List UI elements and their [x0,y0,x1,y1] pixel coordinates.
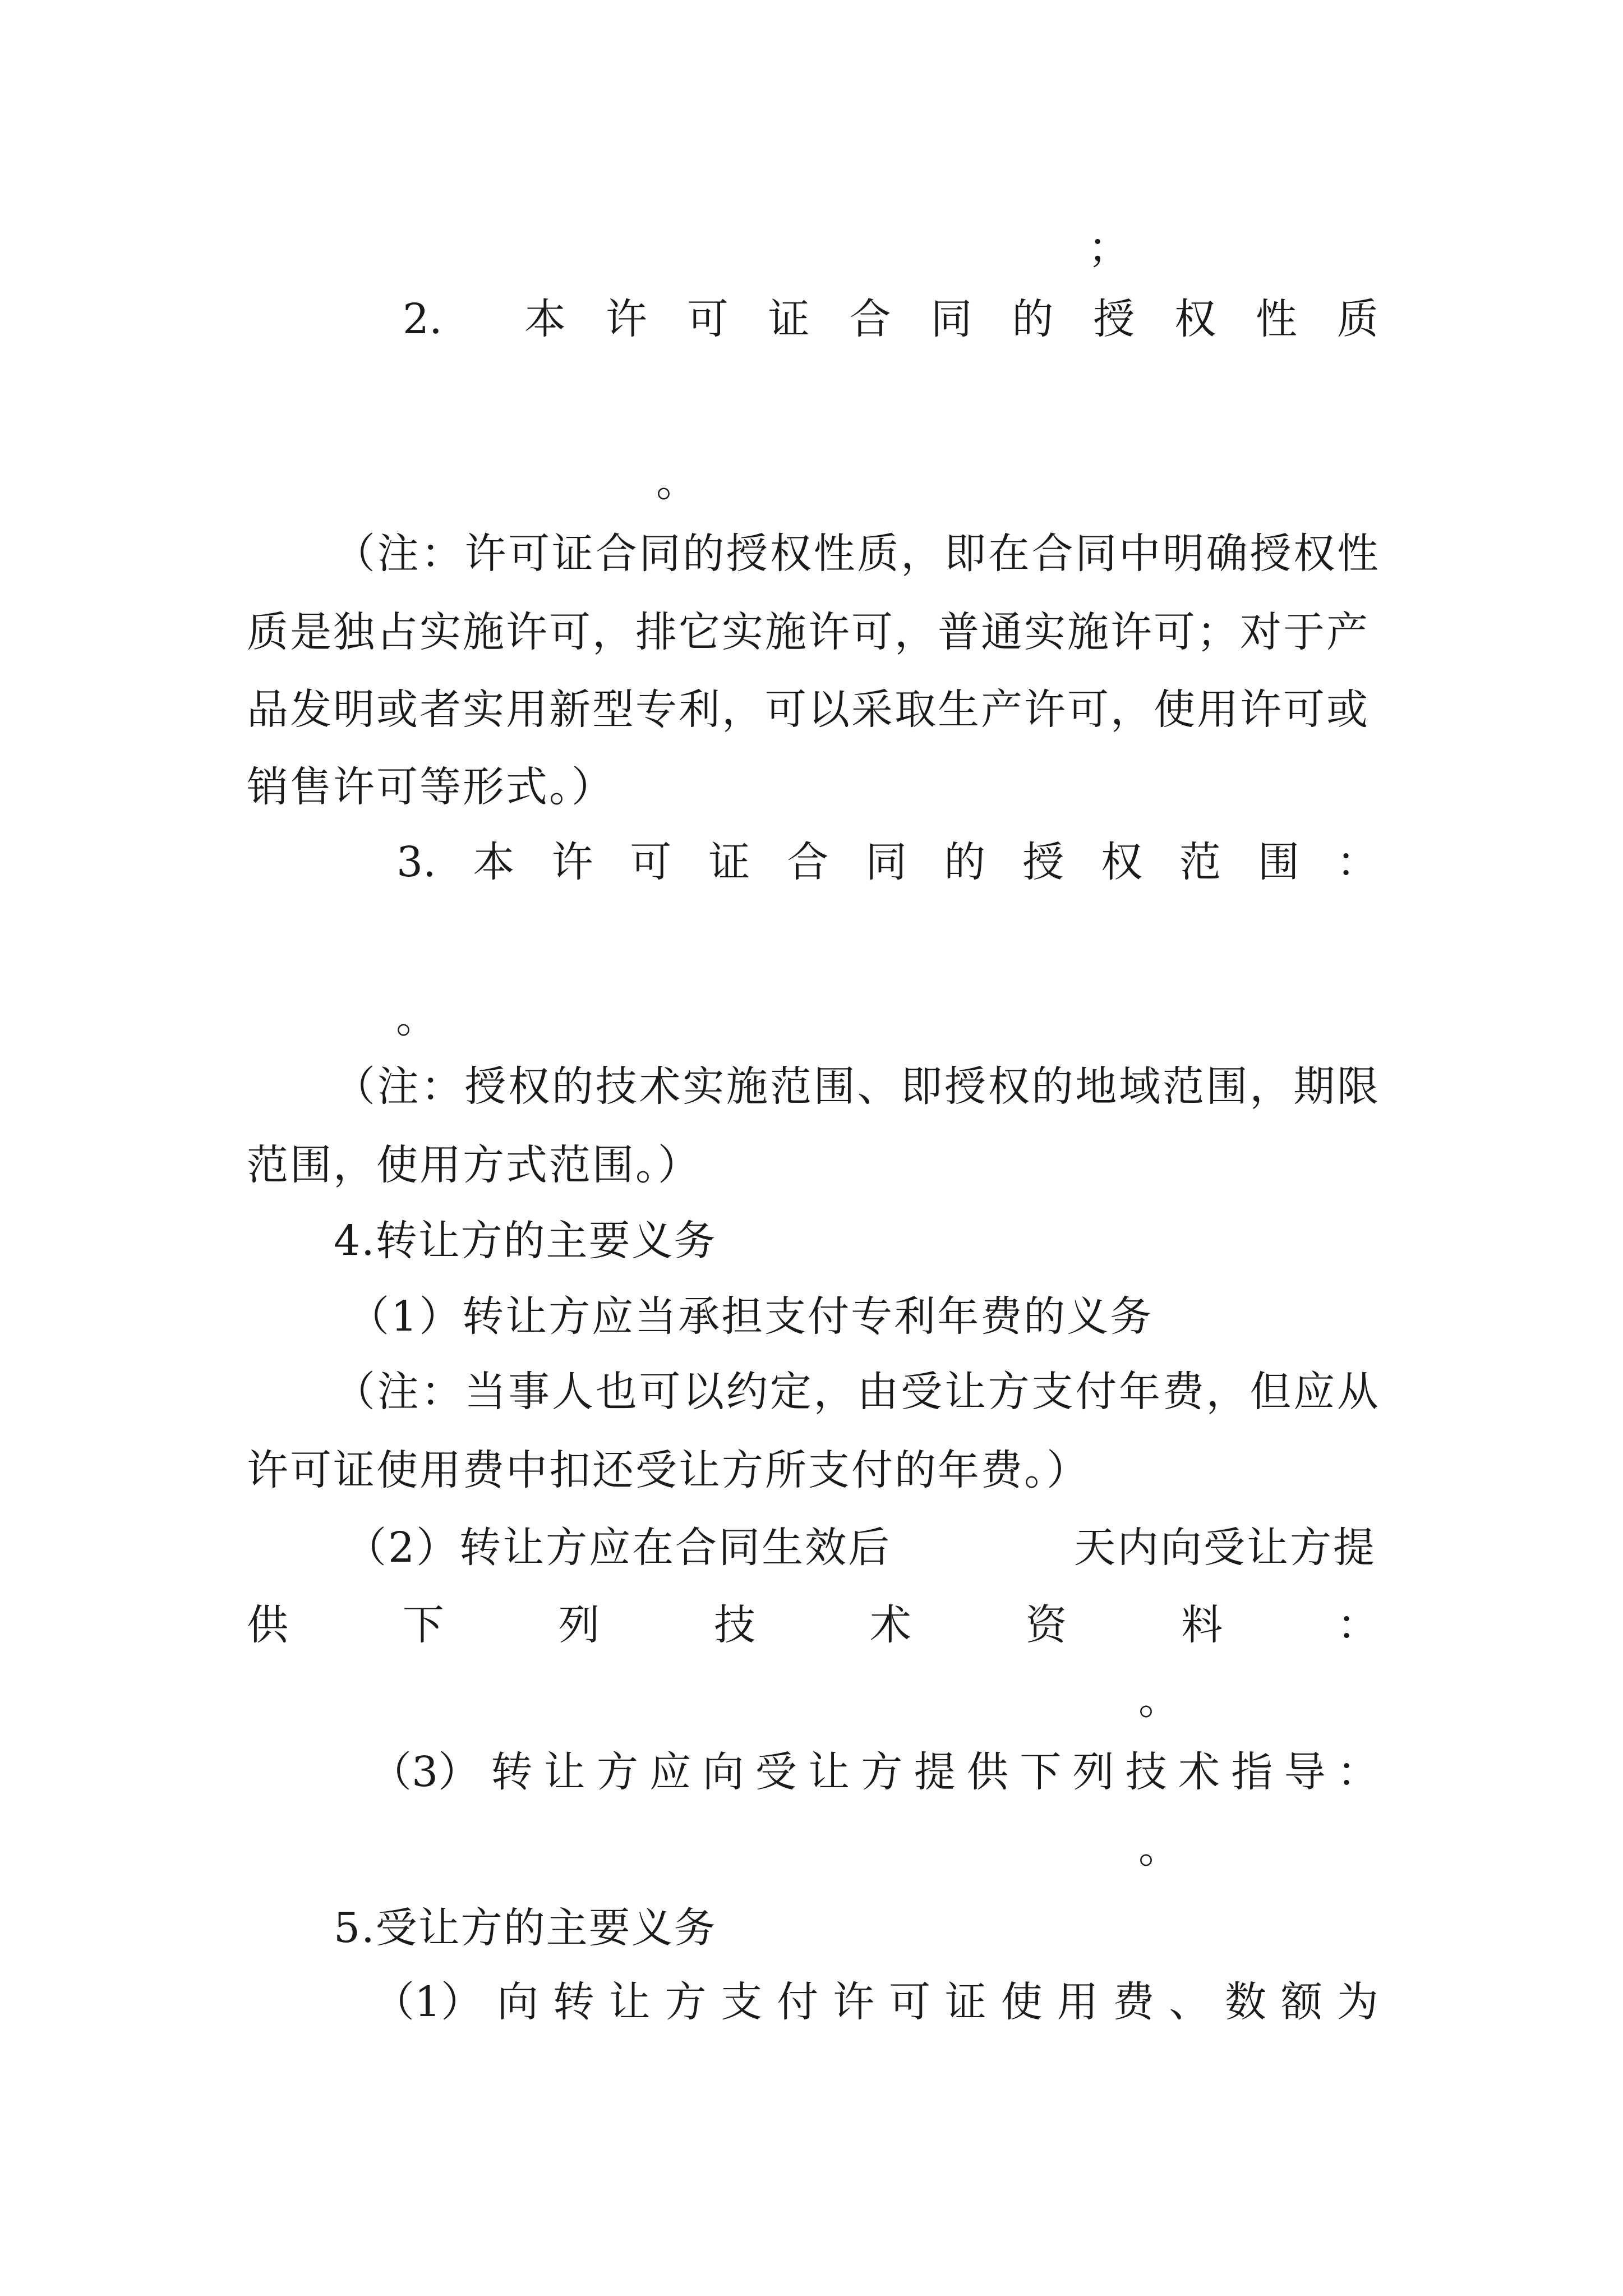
note-text: （注：授权的技术实施范围、即授权的地域范围，期限 [334,1062,1381,1111]
char: 同 [865,838,907,886]
note-1-line-2: 质是独占实施许可，排它实施许可，普通实施许可；对于产 [247,608,1370,656]
char: 列 [1072,1748,1114,1796]
char: 向 [496,1978,538,2026]
char: 同 [930,295,972,343]
char: 让 [543,1748,585,1796]
item-5-title: 5.受让方的主要义务 [334,1904,717,1952]
char: 提 [914,1748,956,1796]
char: 支 [721,1978,763,2026]
char: 供 [247,1601,288,1649]
char: 证 [708,838,750,886]
char: 授 [1022,838,1064,886]
note-text: （注：当事人也可以约定，由受让方支付年费，但应从 [334,1368,1381,1416]
char: 额 [1280,1978,1322,2026]
char: 可 [630,838,672,886]
item-3-end: 。 [396,994,437,1042]
char: 方 [861,1748,903,1796]
char: 证 [768,295,810,343]
char: 为 [1336,1978,1378,2026]
item-4-3-heading [370,1748,1378,1796]
item-3-heading [396,838,1378,886]
char: 质 [1336,295,1378,343]
blank-line-end: ； [1088,224,1129,272]
char: 合 [849,295,891,343]
char: 可 [686,295,728,343]
char: 让 [608,1978,651,2026]
note-1-line-4: 销售许可等形式。） [247,763,615,811]
char: 围 [1257,838,1299,886]
item-4-2-end: 。 [1138,1676,1180,1724]
char: 转 [552,1978,594,2026]
char: 合 [787,838,829,886]
char: 使 [1000,1978,1043,2026]
char: （3） [370,1748,480,1796]
char: 数 [1225,1978,1267,2026]
item-4-title: 4.转让方的主要义务 [334,1217,717,1265]
item-2-number: 2. [403,295,442,343]
char: 下 [1020,1748,1062,1796]
item-4-1: （1）转让方应当承担支付专利年费的义务 [348,1292,1154,1341]
char: 资 [1025,1601,1067,1649]
char: 指 [1231,1748,1273,1796]
char: 许 [605,295,647,343]
char: 许 [833,1978,875,2026]
note-1-line-3: 品发明或者实用新型专利，可以采取生产许可，使用许可或 [247,685,1370,734]
item-4-2-right: 天内向受让方提 [1074,1524,1376,1572]
item-4-2-materials-line [247,1601,1378,1649]
char: ： [1336,1748,1378,1796]
note-2-line-1 [334,1062,1381,1111]
char: ： [1336,1601,1378,1649]
char: 方 [596,1748,638,1796]
char: 供 [966,1748,1008,1796]
char: 用 [1057,1978,1099,2026]
char: 授 [1093,295,1135,343]
char: 许 [551,838,593,886]
note-3-line-1 [334,1368,1381,1416]
char: 列 [558,1601,600,1649]
char: （1） [373,1978,483,2026]
item-2-heading [524,295,1378,343]
char: 技 [714,1601,756,1649]
char: 的 [944,838,986,886]
char: 向 [702,1748,744,1796]
note-1-line-1 [334,530,1381,578]
char: 术 [1178,1748,1220,1796]
char: 本 [473,838,515,886]
char: 方 [665,1978,707,2026]
char: 让 [808,1748,850,1796]
char: 本 [524,295,566,343]
char: 下 [402,1601,444,1649]
char: 料 [1181,1601,1223,1649]
item-4-2-left: （2）转让方应在合同生效后 [345,1524,892,1572]
note-3-line-2: 许可证使用费中扣还受让方所支付的年费。） [247,1446,1090,1494]
char: 范 [1179,838,1221,886]
note-2-line-2: 范围，使用方式范围。） [247,1141,701,1189]
item-5-1-heading [373,1978,1378,2026]
char: 、 [1169,1978,1211,2026]
char: 受 [755,1748,797,1796]
char: 性 [1256,295,1298,343]
char: 技 [1125,1748,1167,1796]
char: ： [1336,838,1378,886]
char: 3. [396,838,436,886]
char: 转 [491,1748,533,1796]
char: 导 [1284,1748,1326,1796]
char: 术 [869,1601,911,1649]
char: 权 [1101,838,1143,886]
char: 费 [1113,1978,1155,2026]
note-text: （注：许可证合同的授权性质，即在合同中明确授权性 [334,530,1381,578]
char: 的 [1012,295,1054,343]
char: 可 [888,1978,930,2026]
item-2-end: 。 [656,458,698,506]
char: 应 [649,1748,691,1796]
char: 付 [777,1978,819,2026]
char: 证 [944,1978,986,2026]
char: 权 [1174,295,1216,343]
item-4-3-end: 。 [1138,1824,1180,1872]
